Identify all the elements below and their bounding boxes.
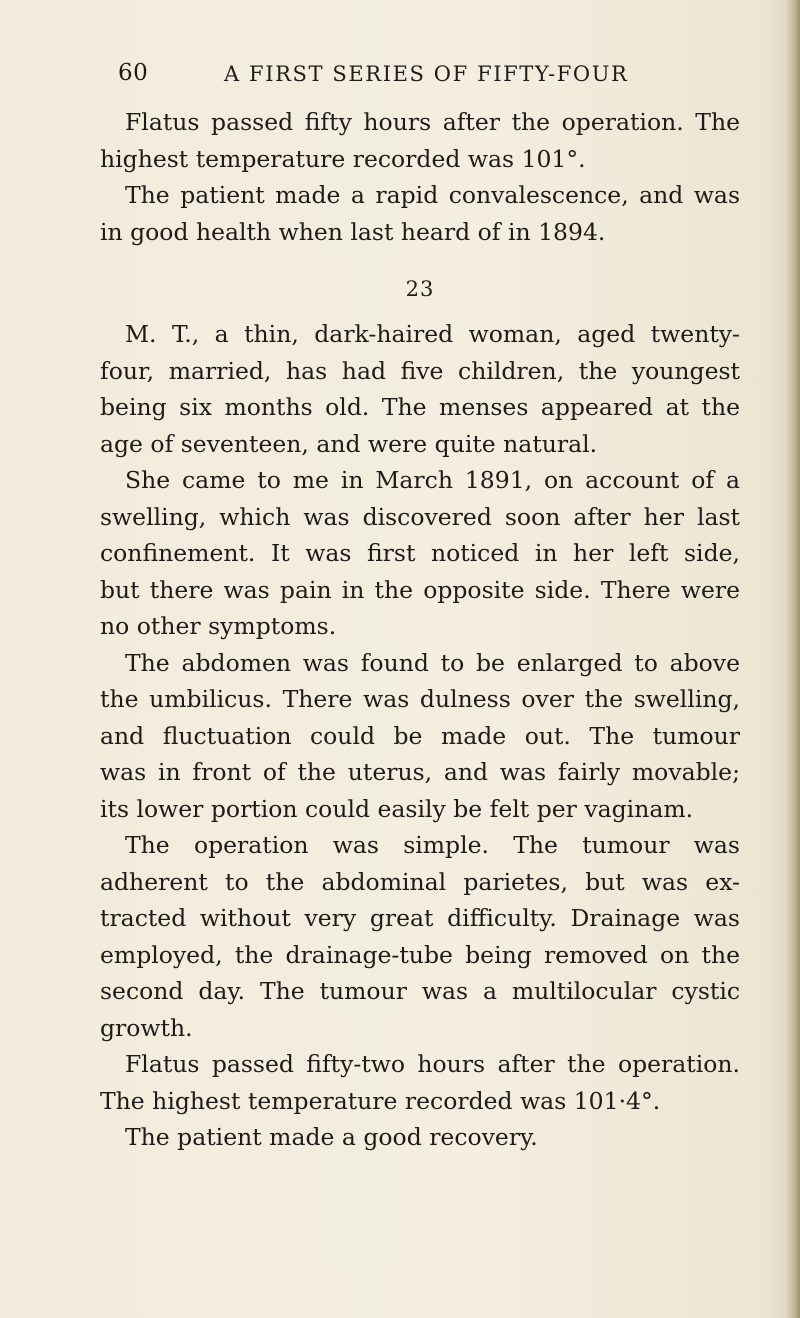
text-line: The highest temperature recorded was 101·4°. [100,1086,661,1115]
text-line: employed, the drainage-tube being removed on the [100,940,740,969]
text-line: growth. [100,1013,193,1042]
text-line: M. T., a thin, dark-haired woman, aged twenty- [125,320,740,348]
page-header [118,60,738,90]
text-line: age of seventeen, and were quite natural. [100,429,598,458]
running-head: A FIRST SERIES OF FIFTY-FOUR [224,62,629,86]
text-line: in good health when last heard of in 1894. [100,217,606,246]
text-line: Flatus passed fifty hours after the operation. The [125,108,740,136]
text-line: highest temperature recorded was 101°. [100,144,586,173]
text-line: but there was pain in the opposite side. There were [100,575,740,604]
body-text [100,104,740,1156]
text-line: confinement. It was first noticed in her left side, [100,539,740,567]
page-edge-shadow [786,0,800,1318]
page-number: 60 [118,60,149,86]
paragraph [100,645,740,828]
text-line: was in front of the uterus, and was fairly movable; [100,758,740,786]
text-line: Flatus passed fifty-two hours after the operation. [125,1050,740,1078]
text-line: tracted without very great difficulty. Drainage was [100,904,740,932]
text-line: its lower portion could easily be felt per vaginam. [100,794,694,823]
case-number-heading: 23 [405,277,435,301]
paragraph [100,1119,740,1156]
text-line: four, married, has had five children, the youngest [100,356,740,385]
paragraph [100,316,740,462]
text-line: The patient made a rapid convalescence, and was [125,181,740,209]
paragraph [100,462,740,645]
text-line: being six months old. The menses appeared at the [100,393,740,421]
text-line: adherent to the abdominal parietes, but was ex- [100,867,740,896]
paragraph [100,1046,740,1119]
paragraph [100,177,740,250]
text-line: the umbilicus. There was dulness over the swelling, [100,685,740,713]
text-line: The abdomen was found to be enlarged to above [125,648,740,677]
text-line: second day. The tumour was a multilocular cystic [100,977,740,1005]
text-line: The patient made a good recovery. [125,1123,538,1151]
text-line: no other symptoms. [100,612,337,640]
text-line: The operation was simple. The tumour was [125,831,740,859]
paragraph [100,104,740,177]
text-line: and fluctuation could be made out. The tumour [100,721,740,750]
paragraph [100,827,740,1046]
text-line: swelling, which was discovered soon after her last [100,502,740,531]
text-line: She came to me in March 1891, on account of a [125,466,740,494]
